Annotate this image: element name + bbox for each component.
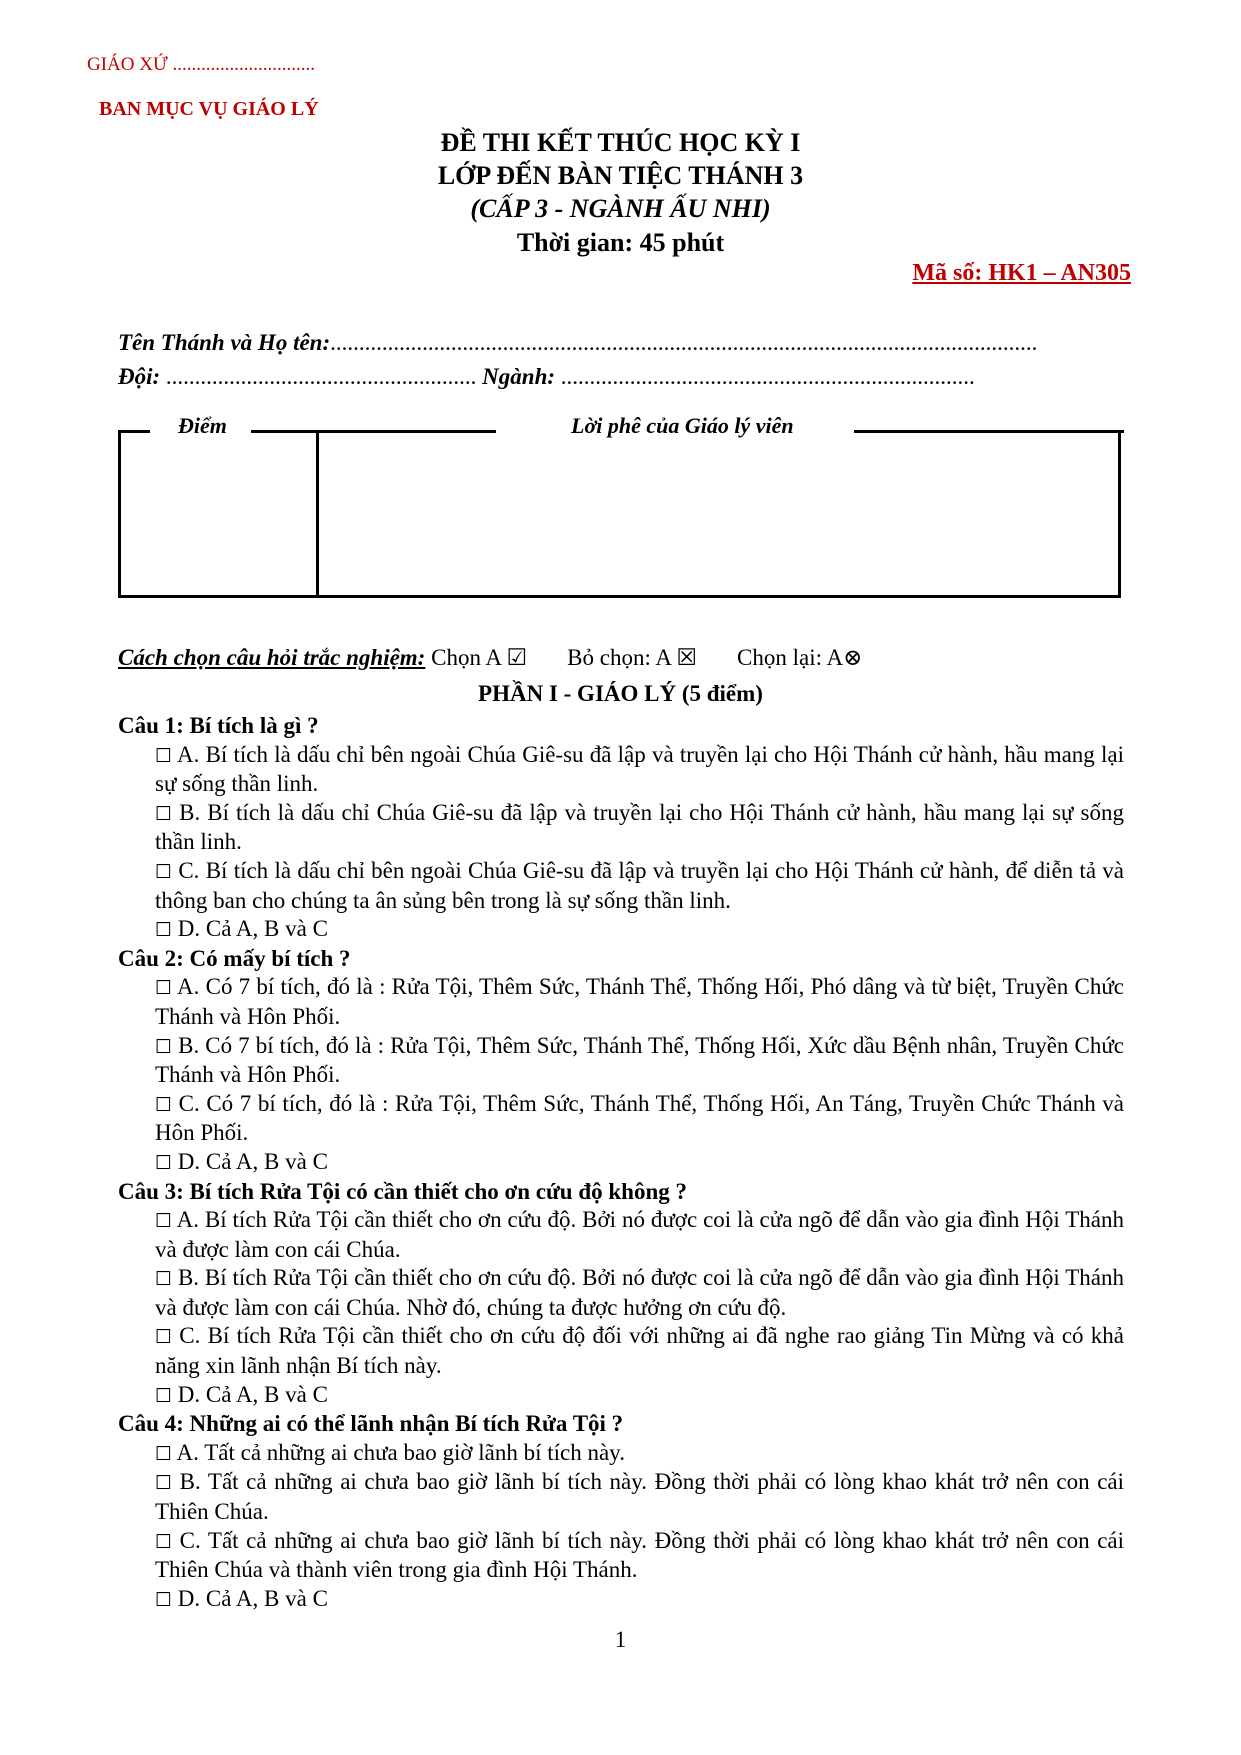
answer-option: ☐ B. Bí tích là dấu chỉ Chúa Giê-su đã lập và truyền lại cho Hội Thánh cử hành, hầu mang lại sự sống thần linh. <box>155 799 1124 855</box>
checkbox-icon[interactable]: ☐ <box>155 860 173 883</box>
answer-option: ☐ D. Cả A, B và C <box>155 1148 328 1174</box>
branch-field[interactable]: ........................................................................ <box>555 364 975 389</box>
answer-option: ☐ C. Tất cả những ai chưa bao giờ lãnh bí tích này. Đồng thời phải có lòng khao khát trở nên con cái Thiên Chúa và thành viên trong gia đình Hội Thánh. <box>155 1527 1124 1583</box>
answer-option: ☐ A. Bí tích Rửa Tội cần thiết cho ơn cứu độ. Bởi nó được coi là cửa ngõ để dẫn vào gia đình Hội Thánh và được làm con cái Chúa. <box>155 1207 1124 1262</box>
team-label: Đội: <box>118 364 161 389</box>
answer-option: ☐ B. Có 7 bí tích, đó là : Rửa Tội, Thêm Sức, Thánh Thể, Thống Hối, Xức dầu Bệnh nhân, Truyền Chức Thánh và Hôn Phối. <box>155 1032 1124 1088</box>
answer-option: ☐ D. Cả A, B và C <box>155 1381 328 1407</box>
checkbox-icon[interactable]: ☐ <box>155 977 173 1000</box>
answer-option: ☐ A. Bí tích là dấu chỉ bên ngoài Chúa Giê-su đã lập và truyền lại cho Hội Thánh cử hành, hầu mang lại sự sống thần linh. <box>155 741 1125 797</box>
parish-label: GIÁO XỨ .............................. <box>87 54 315 75</box>
answer-option: ☐ C. Bí tích Rửa Tội cần thiết cho ơn cứu độ đối với những ai đã nghe rao giảng Tin Mừng và có khả năng xin lãnh nhận Bí tích này. <box>155 1323 1124 1379</box>
duration-title: Thời gian: 45 phút <box>516 228 725 257</box>
branch-label: Ngành: <box>482 364 556 389</box>
name-field[interactable]: ........................................................................................................................... <box>330 330 1038 355</box>
team-branch-line <box>118 364 975 390</box>
instructions-label: Cách chọn câu hỏi trắc nghiệm: <box>118 645 426 670</box>
answer-option: ☐ C. Bí tích là dấu chỉ bên ngoài Chúa Giê-su đã lập và truyền lại cho Hội Thánh cử hành, để diễn tả và thông ban cho chúng ta ân sủng bên trong là sự sống thần linh. <box>155 857 1125 913</box>
score-comment-box <box>118 413 1121 598</box>
question-title: Câu 3: Bí tích Rửa Tội có cần thiết cho ơn cứu độ không ? <box>118 1178 687 1204</box>
question <box>118 712 1124 945</box>
checkbox-icon[interactable]: ☐ <box>155 1210 173 1233</box>
page-number: 1 <box>614 1627 627 1652</box>
answer-instructions <box>118 645 862 671</box>
answer-option: ☐ D. Cả A, B và C <box>155 1585 328 1611</box>
question <box>118 1410 1124 1614</box>
answer-option: ☐ A. Có 7 bí tích, đó là : Rửa Tội, Thêm Sức, Thánh Thể, Thống Hối, Phó dâng và từ biệt, Truyền Chức Thánh và Hôn Phối. <box>155 974 1124 1029</box>
checkbox-icon[interactable]: ☐ <box>155 802 173 825</box>
comment-label: Lời phê của Giáo lý viên <box>571 413 794 438</box>
section-title: PHẦN I - GIÁO LÝ (5 điểm) <box>478 681 763 706</box>
checkbox-icon[interactable]: ☐ <box>155 1530 173 1553</box>
checkbox-icon[interactable]: ☐ <box>155 1093 173 1116</box>
name-line <box>118 330 1037 356</box>
team-field[interactable]: ...................................................... <box>160 364 483 389</box>
instruction-choose: Chọn A ☑ <box>425 645 528 670</box>
question-title: Câu 1: Bí tích là gì ? <box>118 713 319 738</box>
exam-code: Mã số: HK1 – AN305 <box>912 260 1131 286</box>
checkbox-icon[interactable]: ☐ <box>155 1326 173 1349</box>
ministry-label: BAN MỤC VỤ GIÁO LÝ <box>99 98 319 120</box>
score-label: Điểm <box>178 413 227 438</box>
checkbox-icon[interactable]: ☐ <box>155 1268 173 1291</box>
question-title: Câu 2: Có mấy bí tích ? <box>118 945 351 971</box>
name-label: Tên Thánh và Họ tên: <box>118 330 331 355</box>
checkbox-icon[interactable]: ☐ <box>155 1384 173 1407</box>
question-list <box>118 712 1124 1614</box>
checkbox-icon[interactable]: ☐ <box>155 919 173 942</box>
answer-option: ☐ D. Cả A, B và C <box>155 916 328 942</box>
answer-option: ☐ C. Có 7 bí tích, đó là : Rửa Tội, Thêm Sức, Thánh Thể, Thống Hối, An Táng, Truyền Chức Thánh và Hôn Phối. <box>155 1090 1125 1146</box>
instruction-rechoose: Chọn lại: A⊗ <box>737 645 863 670</box>
score-divider <box>316 430 319 595</box>
checkbox-icon[interactable]: ☐ <box>155 1035 173 1058</box>
level-title: (CẤP 3 - NGÀNH ẤU NHI) <box>470 194 771 223</box>
answer-option: ☐ B. Bí tích Rửa Tội cần thiết cho ơn cứu độ. Bởi nó được coi là cửa ngõ để dẫn vào gia đình Hội Thánh và được làm con cái Chúa. Nhờ đó, chúng ta được hưởng ơn cứu độ. <box>155 1265 1124 1320</box>
answer-option: ☐ A. Tất cả những ai chưa bao giờ lãnh bí tích này. <box>155 1439 625 1465</box>
box-border-segment <box>118 430 150 433</box>
checkbox-icon[interactable]: ☐ <box>155 1151 173 1174</box>
checkbox-icon[interactable]: ☐ <box>155 1442 173 1465</box>
box-border-segment <box>251 430 496 433</box>
class-title: LỚP ĐẾN BÀN TIỆC THÁNH 3 <box>437 161 804 190</box>
question <box>118 1178 1124 1411</box>
checkbox-icon[interactable]: ☐ <box>155 1472 173 1495</box>
checkbox-icon[interactable]: ☐ <box>155 744 173 767</box>
question <box>118 945 1124 1178</box>
checkbox-icon[interactable]: ☐ <box>155 1588 173 1611</box>
exam-title: ĐỀ THI KẾT THÚC HỌC KỲ I <box>440 128 801 157</box>
box-border-segment <box>854 430 1124 433</box>
question-title: Câu 4: Những ai có thể lãnh nhận Bí tích Rửa Tội ? <box>118 1411 624 1437</box>
answer-option: ☐ B. Tất cả những ai chưa bao giờ lãnh bí tích này. Đồng thời phải có lòng khao khát trở nên con cái Thiên Chúa. <box>155 1469 1124 1525</box>
instruction-unchoose: Bỏ chọn: A ☒ <box>567 645 698 670</box>
